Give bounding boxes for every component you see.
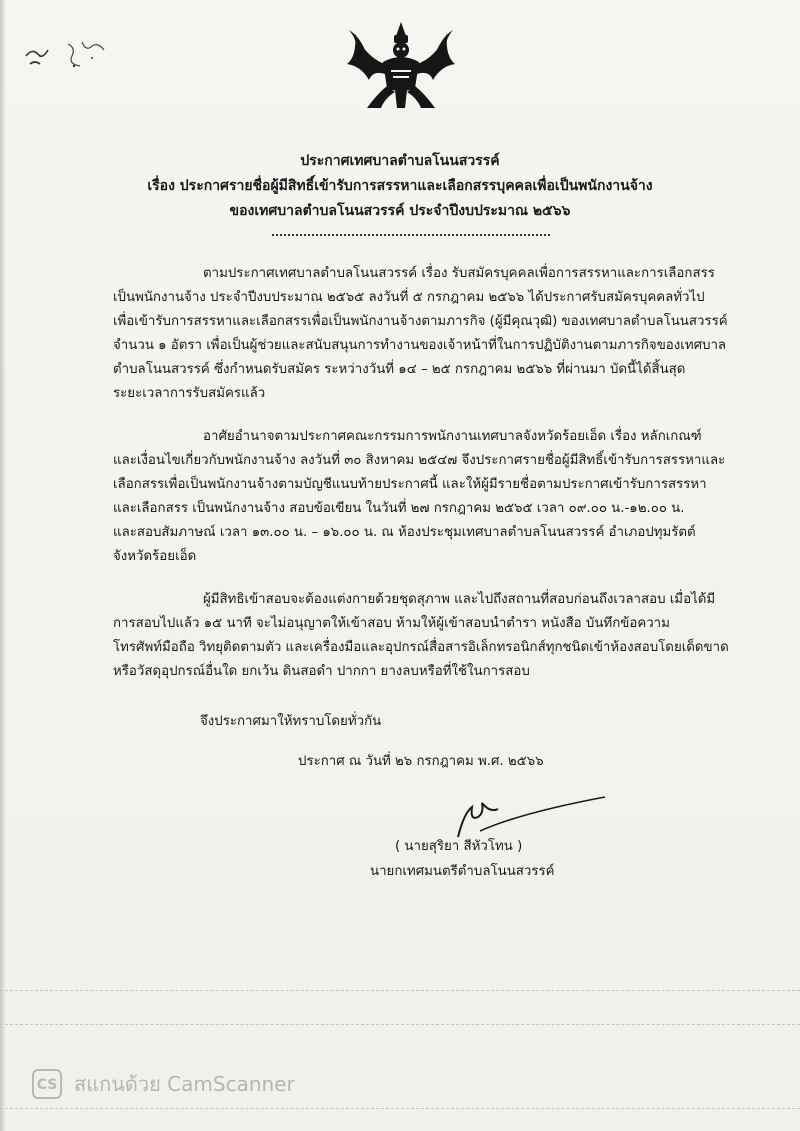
announcement-subject-continued: ของเทศบาลตำบลโนนสวรรค์ ประจำปีงบประมาณ ๒๕๖๖ <box>229 203 571 219</box>
announcement-subject: เรื่อง ประกาศรายชื่อผู้มีสิทธิ์เข้ารับการสรรหาและเลือกสรรบุคคลเพื่อเป็นพนักงานจ้าง <box>147 178 653 194</box>
paragraph-line: จังหวัดร้อยเอ็ด <box>113 549 197 564</box>
paragraph-line: โทรศัพท์มือถือ วิทยุติดตามตัว และเครื่องมือและอุปกรณ์สื่อสารอิเล็กทรอนิกส์ทุกชนิดเข้าห้องสอบโดยเด็ดขาด <box>113 640 729 655</box>
dotted-separator <box>272 234 550 236</box>
scan-artifact-line <box>0 1024 800 1025</box>
paragraph-line: จำนวน ๑ อัตรา เพื่อเป็นผู้ช่วยและสนับสนุนการทำงานของเจ้าหน้าที่ในการปฏิบัติงานตามภารกิจของเทศบาล <box>113 338 727 353</box>
paragraph-3 <box>113 588 733 684</box>
camscanner-logo-icon: CS <box>32 1069 62 1099</box>
paragraph-line: เป็นพนักงานจ้าง ประจำปีงบประมาณ ๒๕๖๕ ลงวันที่ ๕ กรกฎาคม ๒๕๖๖ ได้ประกาศรับสมัครบุคคลทั่วไป <box>113 290 705 305</box>
paragraph-line: และเลือกสรร เป็นพนักงานจ้าง สอบข้อเขียน ในวันที่ ๒๗ กรกฎาคม ๒๕๖๕ เวลา ๐๙.๐๐ น.-๑๒.๐๐ น. <box>113 501 685 516</box>
paragraph-line: ตำบลโนนสวรรค์ ซึ่งกำหนดรับสมัคร ระหว่างวันที่ ๑๔ – ๒๕ กรกฎาคม ๒๕๖๖ ที่ผ่านมา บัดนี้ได้สิ้นสุด <box>113 362 686 377</box>
paragraph-line: หรือวัสดุอุปกรณ์อื่นใด ยกเว้น ดินสอดำ ปากกา ยางลบหรือที่ใช้ในการสอบ <box>113 664 530 679</box>
announcement-date: ประกาศ ณ วันที่ ๒๖ กรกฎาคม พ.ศ. ๒๕๖๖ <box>298 754 544 769</box>
scan-artifact-line <box>0 1108 800 1109</box>
scan-artifact-line <box>0 990 800 991</box>
margin-scribble-mark <box>22 36 112 76</box>
closing-statement: จึงประกาศมาให้ทราบโดยทั่วกัน <box>200 714 382 729</box>
paragraph-line: เพื่อเข้ารับการสรรหาและเลือกสรรเพื่อเป็นพนักงานจ้างตามภารกิจ (ผู้มีคุณวุฒิ) ของเทศบาลตำบลโนนสวรรค์ <box>113 314 728 329</box>
paragraph-line: ตามประกาศเทศบาลตำบลโนนสวรรค์ เรื่อง รับสมัครบุคคลเพื่อการสรรหาและการเลือกสรร <box>203 266 715 281</box>
watermark-text: สแกนด้วย CamScanner <box>74 1072 295 1096</box>
paragraph-line: และเงื่อนไขเกี่ยวกับพนักงานจ้าง ลงวันที่ ๓๐ สิงหาคม ๒๕๔๗ จึงประกาศรายชื่อผู้มีสิทธิ์เข้ารับการสรรหาและ <box>113 453 726 468</box>
signer-title: นายกเทศมนตรีตำบลโนนสวรรค์ <box>370 864 555 879</box>
garuda-emblem <box>343 20 459 114</box>
announcement-title: ประกาศเทศบาลตำบลโนนสวรรค์ <box>300 153 500 169</box>
signer-name: ( นายสุริยา สีหัวโทน ) <box>395 839 523 854</box>
paragraph-line: อาศัยอำนาจตามประกาศคณะกรรมการพนักงานเทศบาลจังหวัดร้อยเอ็ด เรื่อง หลักเกณฑ์ <box>203 429 702 444</box>
paragraph-line: ผู้มีสิทธิเข้าสอบจะต้องแต่งกายด้วยชุดสุภาพ และไปถึงสถานที่สอบก่อนถึงเวลาสอบ เมื่อได้มี <box>203 592 716 607</box>
paragraph-line: และสอบสัมภาษณ์ เวลา ๑๓.๐๐ น. – ๑๖.๐๐ น. ณ ห้องประชุมเทศบาลตำบลโนนสวรรค์ อำเภอปทุมรัตต์ <box>113 525 696 540</box>
paragraph-1 <box>113 262 733 406</box>
paragraph-line: เลือกสรรเพื่อเป็นพนักงานจ้างตามบัญชีแนบท้ายประกาศนี้ และให้ผู้มีรายชื่อตามประกาศเข้ารับการสรรหา <box>113 477 707 492</box>
paragraph-2 <box>113 425 733 569</box>
paragraph-line: ระยะเวลาการรับสมัครแล้ว <box>113 386 266 401</box>
paragraph-line: การสอบไปแล้ว ๑๕ นาที จะไม่อนุญาตให้เข้าสอบ ห้ามให้ผู้เข้าสอบนำตำรา หนังสือ บันทึกข้อความ <box>113 616 670 631</box>
camscanner-watermark <box>32 1068 295 1100</box>
